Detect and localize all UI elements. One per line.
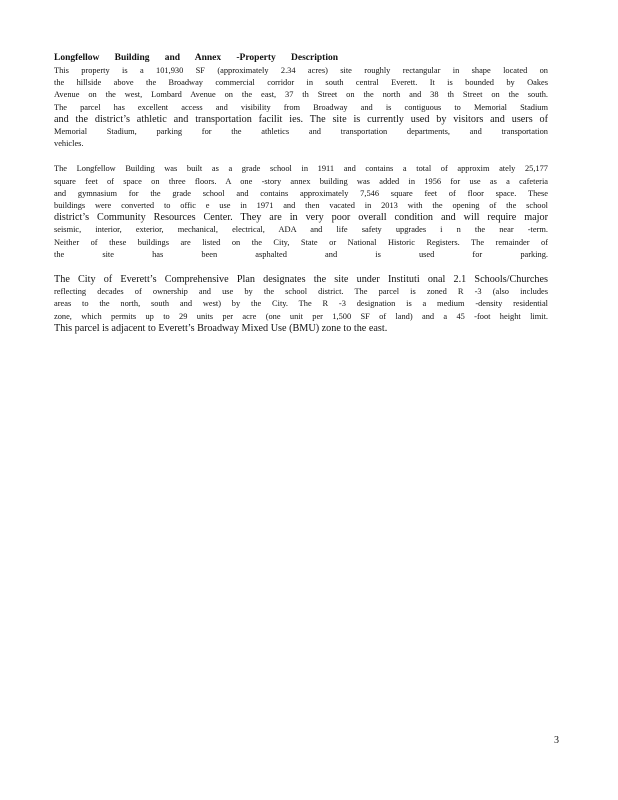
paragraph-line: zone, which permits up to 29 units per acre (one unit per 1,500 SF of land) and a 45 -foot height limit. [54, 311, 548, 321]
paragraph-line: reflecting decades of ownership and use by the school district. The parcel is zoned R -3 (also includes [54, 287, 548, 297]
paragraph-line: This property is a 101,930 SF (approximately 2.34 acres) site roughly rectangular in shape located on [54, 66, 548, 75]
paragraph [54, 65, 548, 150]
paragraph-line: The parcel has excellent access and visibility from Broadway and is contiguous to Memorial Stadium [54, 102, 548, 112]
paragraph-line: Neither of these buildings are listed on the City, State or National Historic Registers. The remainder of [54, 237, 548, 247]
paragraph-line: district’s Community Resources Center. They are in very poor overall condition and will require major [54, 212, 548, 224]
paragraph-line: areas to the north, south and west) by the City. The R -3 designation is a medium -density residential [54, 299, 548, 309]
paragraph-line: Avenue on the west, Lombard Avenue on the east, 37 th Street on the north and 38 th Street on the south. [54, 90, 548, 100]
document-title: Longfellow Building and Annex -Property Description [54, 53, 338, 63]
paragraph-line: buildings were converted to offic e use in 1971 and then vacated in 2013 with the opening of the school [54, 201, 548, 211]
paragraph [54, 274, 548, 335]
document-body [54, 53, 548, 348]
paragraph-line: square feet of space on three floors. A one -story annex building was added in 1956 for use as a cafeteria [54, 176, 548, 186]
paragraph-line: The Longfellow Building was built as a grade school in 1911 and contains a total of approxim ately 25,177 [54, 164, 548, 174]
paragraph-line: Memorial Stadium, parking for the athletics and transportation departments, and transportation [54, 127, 548, 137]
paragraph-line: and the district’s athletic and transportation facilit ies. The site is currently used by visitors and users of [54, 113, 548, 125]
paragraph-line: The City of Everett’s Comprehensive Plan designates the site under Instituti onal 2.1 Schools/Churches [54, 274, 548, 286]
paragraph [54, 163, 548, 261]
paragraph-line: the hillside above the Broadway commercial corridor in south central Everett. It is bounded by Oakes [54, 78, 548, 88]
paragraph-line: the site has been asphalted and is used for parking. [54, 249, 548, 259]
paragraph-line: and gymnasium for the grade school and contains approximately 7,546 square feet of floor space. These [54, 188, 548, 198]
paragraph-line: This parcel is adjacent to Everett’s Broadway Mixed Use (BMU) zone to the east. [54, 322, 388, 334]
page-number: 3 [554, 735, 559, 746]
paragraph-line: vehicles. [54, 139, 84, 149]
paragraph-line: seismic, interior, exterior, mechanical, electrical, ADA and life safety upgrades i n the near -term. [54, 225, 548, 235]
paragraphs-container [54, 65, 548, 335]
